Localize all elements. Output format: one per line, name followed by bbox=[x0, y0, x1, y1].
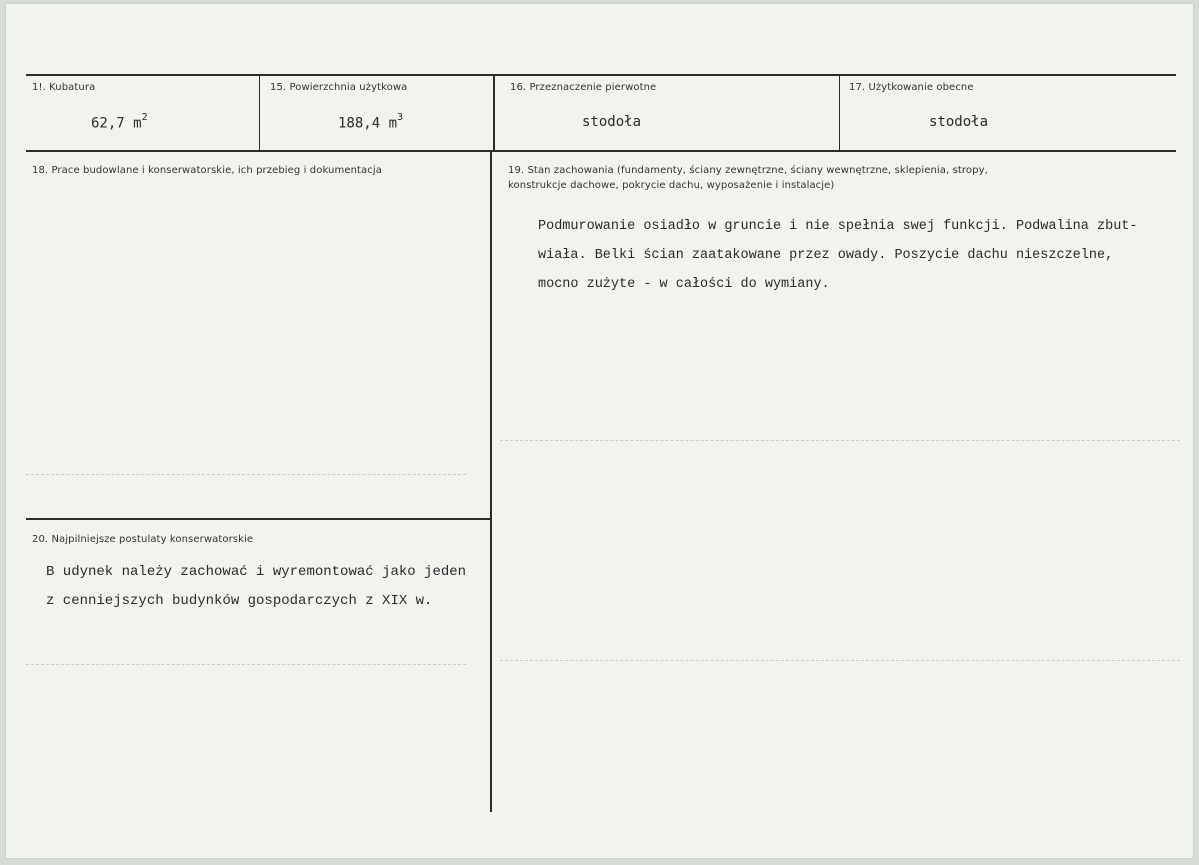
field-15-value bbox=[338, 114, 403, 132]
divider-15-16 bbox=[493, 76, 495, 151]
record-card bbox=[6, 4, 1193, 858]
faint-guide-line bbox=[26, 474, 466, 475]
field-14-unit-exponent: 2 bbox=[141, 112, 148, 123]
divider-16-17 bbox=[839, 76, 840, 151]
top-rule bbox=[26, 74, 1176, 76]
field-20-label: 20. Najpilniejsze postulaty konserwatorskie bbox=[32, 534, 254, 545]
field-15-unit-exponent: 3 bbox=[397, 112, 404, 123]
field-14-value bbox=[91, 114, 148, 132]
field-19-text-line: mocno zużyte - w całości do wymiany. bbox=[538, 277, 830, 292]
field-19-label-line-1: 19. Stan zachowania (fundamenty, ściany zewnętrzne, ściany wewnętrzne, sklepienia, stropy, bbox=[508, 165, 988, 176]
field-15-label: 15. Powierzchnia użytkowa bbox=[270, 82, 408, 93]
field-16-label: 16. Przeznaczenie pierwotne bbox=[510, 82, 657, 93]
field-20-text-line: B udynek należy zachować i wyremontować jako jeden bbox=[46, 564, 467, 580]
field-17-value: stodoła bbox=[929, 114, 989, 130]
field-19-label-line-2: konstrukcje dachowe, pokrycie dachu, wyposażenie i instalacje) bbox=[508, 180, 835, 191]
field-17-label: 17. Użytkowanie obecne bbox=[849, 82, 974, 93]
header-bottom-rule bbox=[26, 150, 1176, 152]
faint-guide-line bbox=[26, 664, 466, 665]
field-20-text bbox=[46, 558, 466, 616]
field-14-value-text: 62,7 m bbox=[91, 115, 142, 132]
main-column-divider bbox=[490, 152, 492, 812]
faint-guide-line bbox=[500, 660, 1180, 661]
section-20-top-rule bbox=[26, 518, 492, 520]
faint-guide-line bbox=[500, 440, 1180, 441]
field-19-text-line: Podmurowanie osiadło w gruncie i nie spełnia swej funkcji. Podwalina zbut- bbox=[538, 219, 1138, 234]
field-19-text-line: wiała. Belki ścian zaatakowane przez owady. Poszycie dachu nieszczelne, bbox=[538, 248, 1114, 263]
field-19-text bbox=[538, 212, 1138, 299]
field-14-label: 1!. Kubatura bbox=[32, 82, 96, 93]
field-15-value-text: 188,4 m bbox=[338, 115, 398, 132]
field-16-value: stodoła bbox=[582, 114, 642, 130]
divider-14-15 bbox=[259, 76, 260, 151]
field-18-label: 18. Prace budowlane i konserwatorskie, ich przebieg i dokumentacja bbox=[32, 165, 382, 176]
field-20-text-line: z cenniejszych budynków gospodarczych z XIX w. bbox=[46, 593, 433, 609]
